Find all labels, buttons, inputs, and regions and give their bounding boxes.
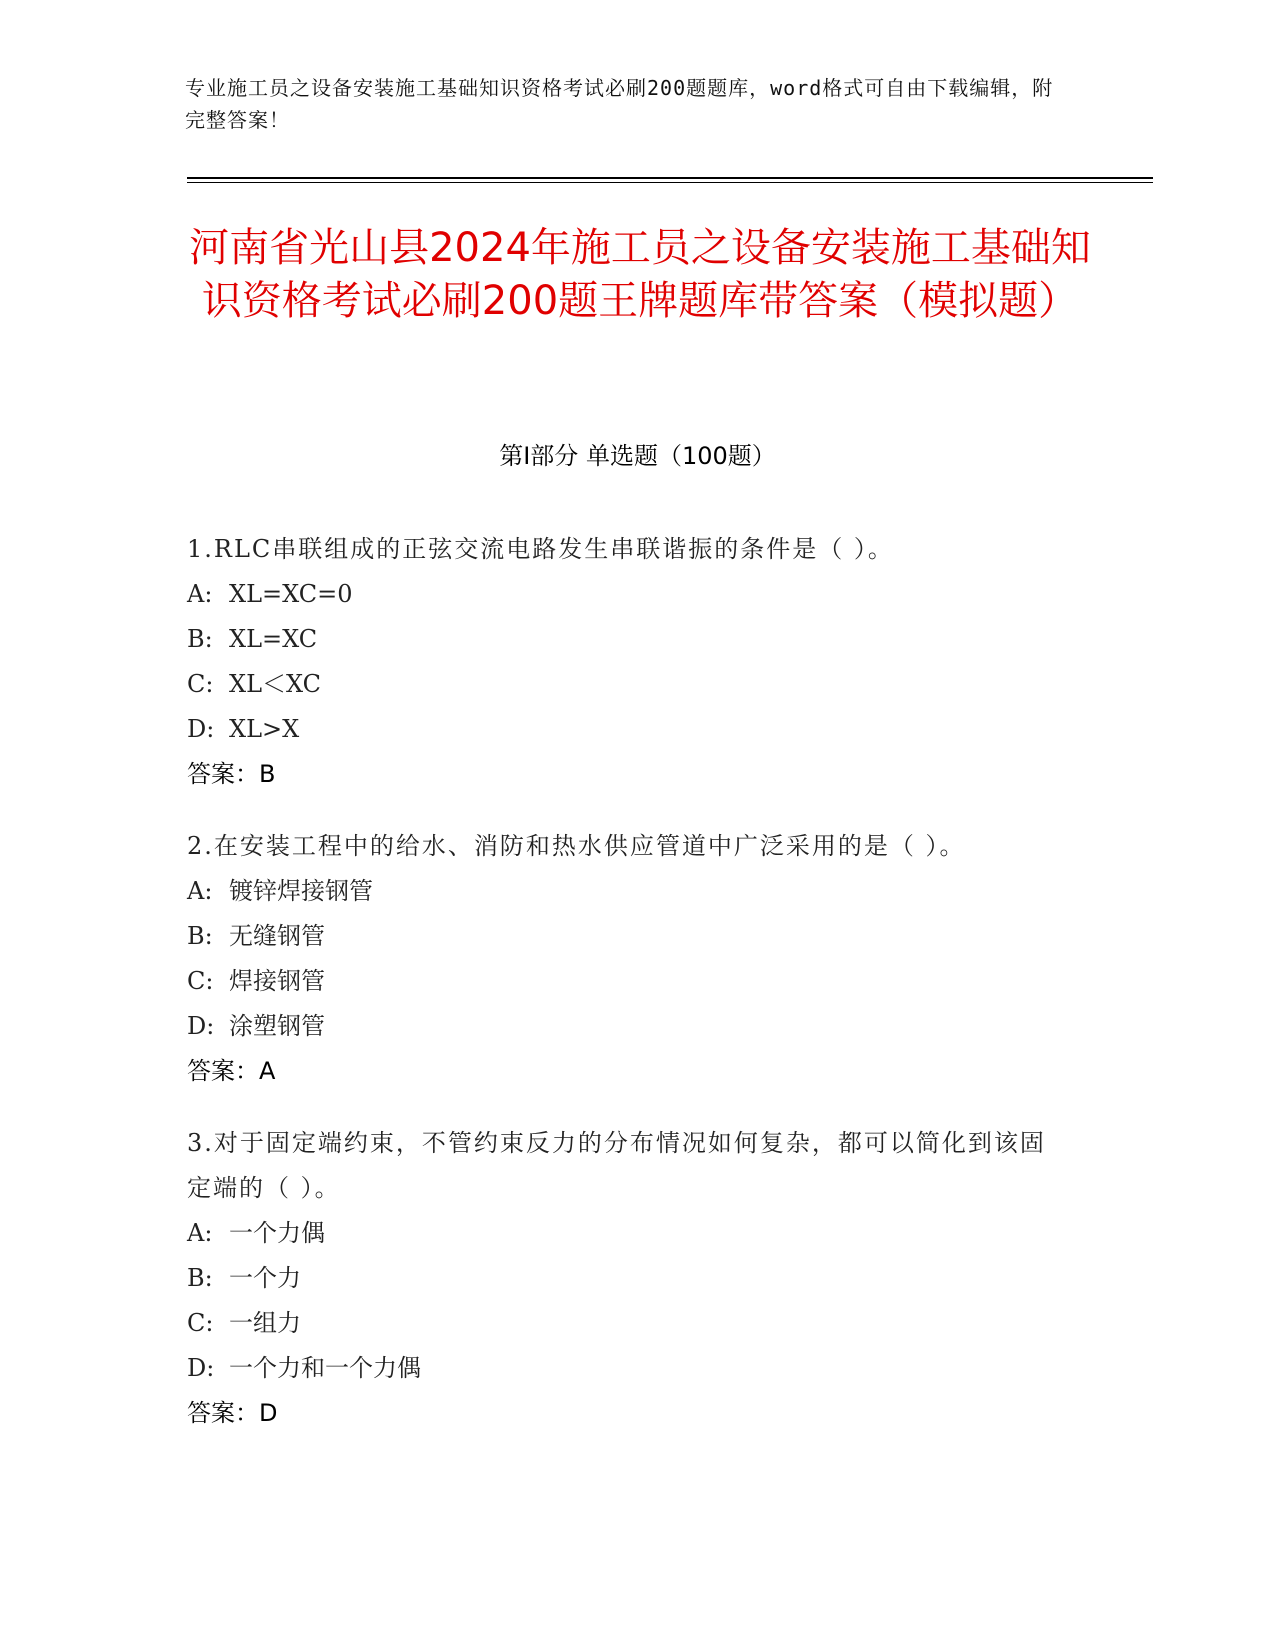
option-text: 一组力: [229, 1309, 301, 1337]
question-3: [187, 1121, 1067, 1436]
option-text: 一个力: [229, 1264, 301, 1292]
option-key: A:: [187, 1219, 213, 1247]
option-key: D:: [187, 1012, 215, 1040]
option-key: A:: [187, 877, 213, 905]
option-key: D:: [187, 715, 215, 743]
option-a: [187, 572, 1067, 617]
option-text: XL>X: [229, 715, 300, 743]
question-stem: 3.对于固定端约束，不管约束反力的分布情况如何复杂，都可以简化到该固定端的（ ）。: [187, 1129, 1046, 1202]
option-text: 无缝钢管: [229, 922, 325, 950]
option-b: [187, 617, 1067, 662]
option-text: 一个力和一个力偶: [229, 1354, 421, 1382]
option-key: C:: [187, 967, 214, 995]
option-b: [187, 1256, 1067, 1301]
question-list: [187, 527, 1067, 1463]
option-text: XL=XC: [229, 625, 318, 653]
answer-label: 答案：B: [187, 760, 276, 788]
option-key: B:: [187, 1264, 213, 1292]
option-key: B:: [187, 922, 213, 950]
option-key: B:: [187, 625, 213, 653]
document-title: 河南省光山县2024年施工员之设备安装施工基础知识资格考试必刷200题王牌题库带答案（模拟题）: [189, 225, 1091, 324]
answer-label: 答案：D: [187, 1399, 278, 1427]
option-d: [187, 1346, 1067, 1391]
option-b: [187, 914, 1067, 959]
option-d: [187, 707, 1067, 752]
header-divider-thin: [187, 182, 1153, 183]
option-text: 一个力偶: [229, 1219, 325, 1247]
answer-label: 答案：A: [187, 1057, 276, 1085]
header-note: 专业施工员之设备安装施工基础知识资格考试必刷200题题库，word格式可自由下载编辑，附完整答案！: [185, 76, 1054, 132]
header-divider-thick: [187, 177, 1153, 179]
section-title: 第Ⅰ部分 单选题（100题）: [499, 442, 776, 470]
option-key: C:: [187, 670, 214, 698]
question-stem: 2.在安装工程中的给水、消防和热水供应管道中广泛采用的是（ ）。: [187, 832, 966, 860]
option-c: [187, 662, 1067, 707]
question-2: [187, 824, 1067, 1094]
option-c: [187, 959, 1067, 1004]
option-text: 镀锌焊接钢管: [229, 877, 373, 905]
option-d: [187, 1004, 1067, 1049]
option-key: D:: [187, 1354, 215, 1382]
option-a: [187, 1211, 1067, 1256]
option-text: XL＜XC: [229, 670, 322, 698]
option-text: 焊接钢管: [229, 967, 325, 995]
option-c: [187, 1301, 1067, 1346]
option-a: [187, 869, 1067, 914]
option-key: C:: [187, 1309, 214, 1337]
option-text: 涂塑钢管: [229, 1012, 325, 1040]
question-stem: 1.RLC串联组成的正弦交流电路发生串联谐振的条件是（ ）。: [187, 535, 894, 563]
option-key: A:: [187, 580, 213, 608]
option-text: XL=XC=0: [229, 580, 353, 608]
question-1: [187, 527, 1067, 797]
